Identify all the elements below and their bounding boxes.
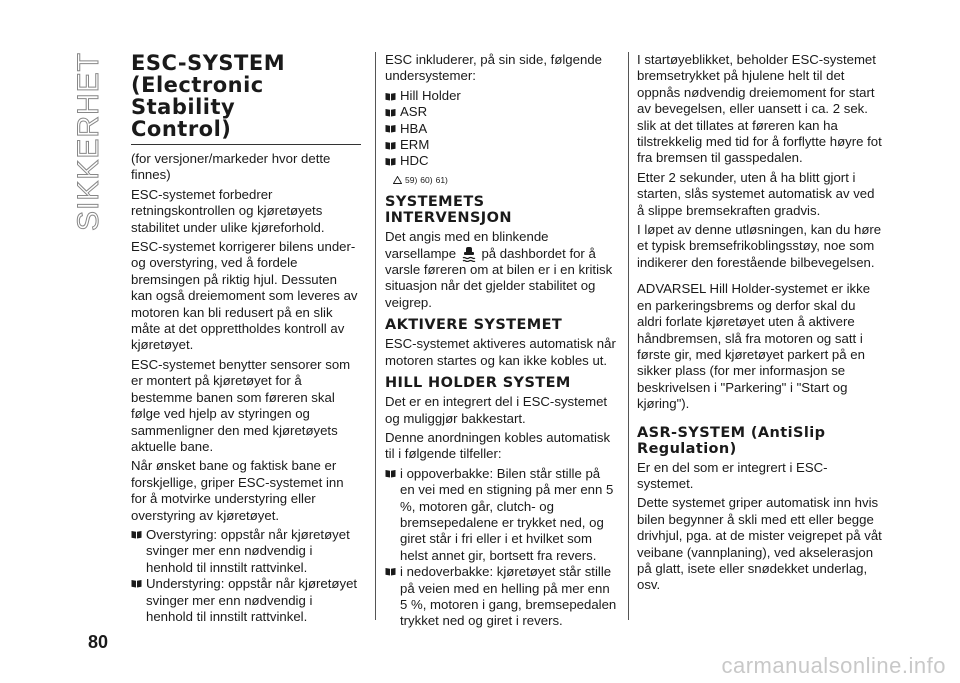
asr-heading: ASR-SYSTEM (AntiSlip Regulation) xyxy=(637,424,826,457)
book-bullet-icon xyxy=(131,530,142,539)
column-divider xyxy=(628,52,629,620)
paragraph: Dette systemet griper automatisk inn hvis bilen begynner å skli med ett eller begge drivhjul, pga. at de mister veigrepet på våt veibane (vannplaning), ved akselerasjon på glatt, isete eller snødekket underlag, osv. xyxy=(637,495,882,593)
paragraph: Når ønsket bane og faktisk bane er forskjellige, griper ESC-systemet inn for å motvirke understyring eller overstyring av kjøretøyet. xyxy=(131,458,344,523)
watermark: carmanualsonline.info xyxy=(721,653,946,678)
section-tab-label: SIKKERHET xyxy=(72,52,105,232)
paragraph: ESC-systemet aktiveres automatisk når motoren startes og kan ikke kobles ut. xyxy=(385,336,616,368)
column-3 xyxy=(637,52,882,597)
intervention-heading: SYSTEMETS INTERVENSJON xyxy=(385,194,512,227)
book-bullet-icon xyxy=(385,92,396,101)
list-item: i nedoverbakke: kjøretøyet står stille på veien med en helling på mer enn 5 %, motoren i gang, bremsepedalen trykket ned og giret i revers. xyxy=(385,564,617,630)
column-1 xyxy=(131,52,361,625)
book-bullet-icon xyxy=(385,124,396,133)
reference[interactable]: 60) xyxy=(420,174,433,185)
section-tab xyxy=(72,52,112,232)
subsystem-item: ERM xyxy=(385,137,617,153)
book-bullet-icon xyxy=(385,157,396,166)
paragraph: (for versjoner/markeder hvor dette finnes) xyxy=(131,151,331,183)
paragraph: ESC-systemet benytter sensorer som er montert på kjøretøyet for å bestemme banen som føreren skal følge ved hjelp av styringen og sammenligner den med kjøretøyets aktuelle bane. xyxy=(131,356,351,454)
subsystem-item: Hill Holder xyxy=(385,88,617,104)
list-item: Understyring: oppstår når kjøretøyet svinger mer enn nødvendig i henhold til innstilt rattvinkel. xyxy=(131,576,361,625)
paragraph: ESC inkluderer, på sin side, følgende undersystemer: xyxy=(385,52,602,84)
book-bullet-icon xyxy=(131,579,142,588)
page-number: 80 xyxy=(88,632,109,652)
esc-warning-light-icon xyxy=(462,246,476,262)
warning-triangle-icon xyxy=(393,176,402,184)
reference[interactable]: 61) xyxy=(435,174,448,185)
book-bullet-icon xyxy=(385,469,396,478)
reference[interactable]: 59) xyxy=(405,174,418,185)
column-2 xyxy=(385,52,617,630)
esc-heading: ESC-SYSTEM (Electronic Stability Control) xyxy=(131,52,361,145)
subsystem-item: HBA xyxy=(385,121,617,137)
warning-paragraph: ADVARSEL Hill Holder-systemet er ikke en parkeringsbrems og derfor skal du aldri forlate kjøretøyet uten å aktivere håndbremsen, slå fra motoren og satt i første gir, med kjøretøyet parkert på en sikker plass (for mer informasjon se beskrivelsen i "Parkering" i "Start og kjøring"). xyxy=(637,281,871,412)
hill-holder-heading: HILL HOLDER SYSTEM xyxy=(385,375,571,392)
book-bullet-icon xyxy=(385,567,396,576)
activate-heading: AKTIVERE SYSTEMET xyxy=(385,317,563,334)
column-divider xyxy=(375,52,376,620)
paragraph: Det er en integrert del i ESC-systemet og muliggjør bakkestart. xyxy=(385,394,608,426)
subsystem-item: HDC xyxy=(385,153,617,169)
paragraph: Denne anordningen kobles automatisk til i følgende tilfeller: xyxy=(385,429,611,462)
paragraph: Etter 2 sekunder, uten å ha blitt gjort i starten, slås systemet automatisk av ved å slippe bremsekraften gradvis. xyxy=(637,169,875,218)
list-item: Overstyring: oppstår når kjøretøyet svinger mer enn nødvendig i henhold til innstilt rattvinkel. xyxy=(131,527,361,576)
book-bullet-icon xyxy=(385,108,396,117)
paragraph: Er en del som er integrert i ESC-systemet. xyxy=(637,459,828,491)
subsystem-item: ASR xyxy=(385,104,617,120)
note-references xyxy=(393,172,617,188)
paragraph: ESC-systemet korrigerer bilens under- og overstyring, ved å fordele bremsingen på riktig hjul. Dessuten kan også dreiemoment som leveres av motoren kan bli redusert på en slik måte at det opprettholdes kontroll av kjøretøyet. xyxy=(131,239,358,353)
paragraph: I løpet av denne utløsningen, kan du høre et typisk bremsefrikoblingsstøy, noe som indikerer den forestående bilbevegelsen. xyxy=(637,222,882,270)
paragraph: ESC-systemet forbedrer retningskontrollen og kjøretøyets stabilitet under ulike kjøreforhold. xyxy=(131,186,325,235)
book-bullet-icon xyxy=(385,141,396,150)
list-item: i oppoverbakke: Bilen står stille på en vei med en stigning på mer enn 5 %, motoren går, clutch- og bremsepedalene er trykket ned, og giret står i fri eller i et hvilket som helst annet gir, bortsett fra revers. xyxy=(385,466,617,564)
paragraph: I startøyeblikket, beholder ESC-systemet bremsetrykket på hjulene helt til det oppnås nødvendig dreiemoment for start av bevegelsen, eller uansett i ca. 2 sek. slik at det tillates at føreren kan ha tilstrekkelig med tid for å forflytte høyre fot fra bremsen til gasspedalen. xyxy=(637,52,882,166)
paragraph: Det angis med en blinkende varsellampe på dashbordet for å varsle føreren om at bilen er i en kritisk situasjon når det gjelder stabilitet og veigrep. xyxy=(385,229,613,310)
